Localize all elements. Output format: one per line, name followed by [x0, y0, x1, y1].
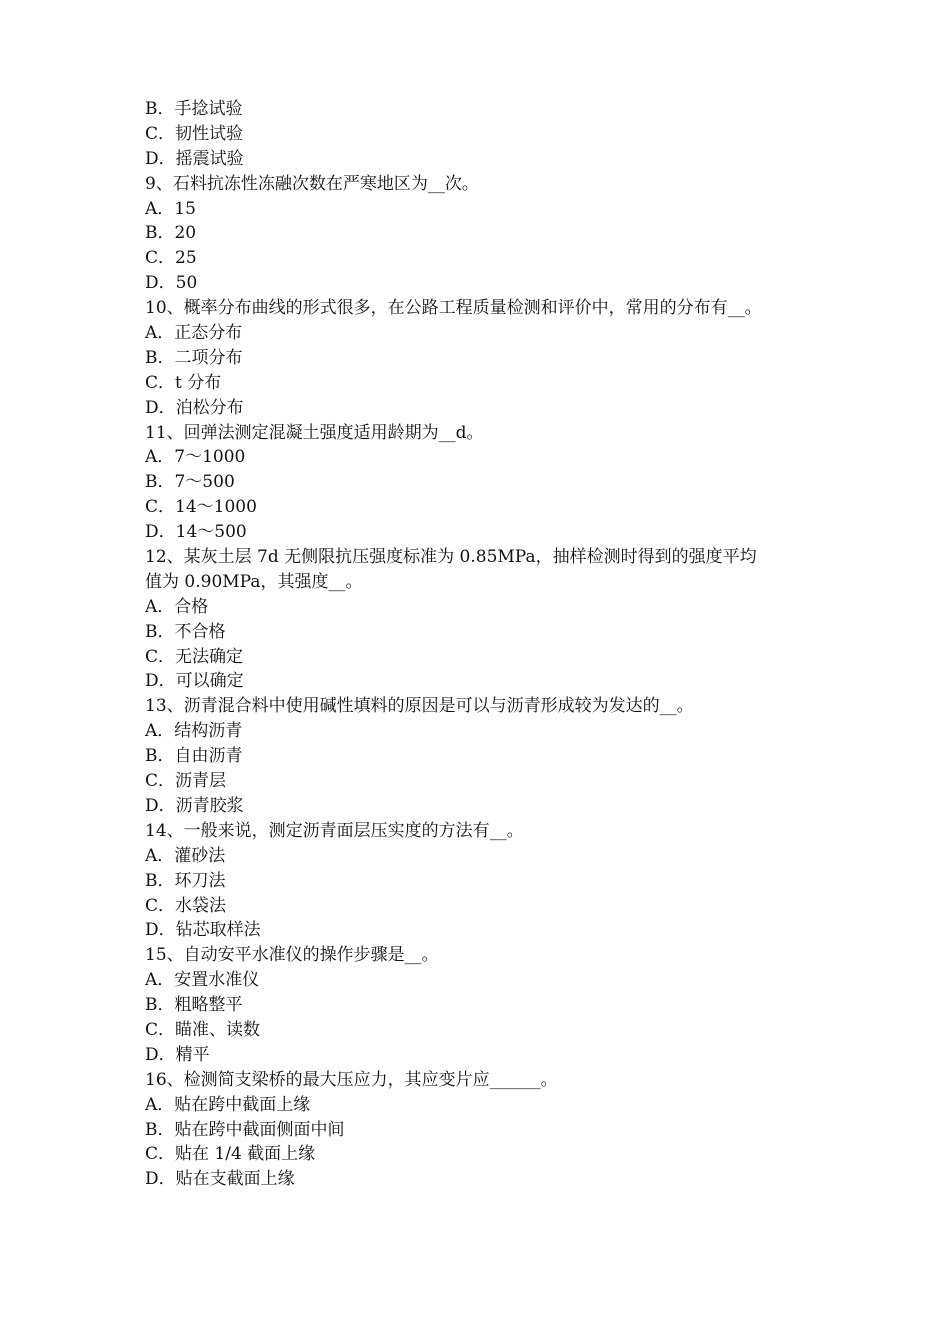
option-line: D．沥青胶浆: [145, 795, 244, 816]
question-stem: 16、检测简支梁桥的最大压应力，其应变片应______。: [145, 1069, 558, 1090]
option-line: B．不合格: [145, 621, 226, 642]
option-line: B．贴在跨中截面侧面中间: [145, 1119, 345, 1140]
question-stem: 15、自动安平水准仪的操作步骤是__。: [145, 945, 439, 966]
option-line: A．安置水准仪: [145, 970, 260, 991]
option-line: B．自由沥青: [145, 746, 243, 767]
option-line: D．可以确定: [145, 671, 244, 692]
option-line: D．泊松分布: [145, 397, 244, 418]
question-stem: 12、某灰土层 7d 无侧限抗压强度标准为 0.85MPa，抽样检测时得到的强度平均: [145, 547, 757, 568]
option-line: A．15: [145, 198, 196, 219]
option-line: A．贴在跨中截面上缘: [145, 1094, 311, 1115]
option-line: D．钻芯取样法: [145, 920, 261, 941]
question-15: [145, 943, 815, 1067]
question-stem: 9、石料抗冻性冻融次数在严寒地区为__次。: [145, 173, 479, 194]
option-line: B．环刀法: [145, 870, 226, 891]
question-stem: 13、沥青混合料中使用碱性填料的原因是可以与沥青形成较为发达的__。: [145, 696, 694, 717]
question-stem-continued: 值为 0.90MPa，其强度__。: [145, 571, 363, 592]
option-line: B．20: [145, 223, 197, 244]
option-line: A．7～1000: [145, 447, 246, 468]
option-line: C．贴在 1/4 截面上缘: [145, 1144, 316, 1165]
document-page: [145, 97, 815, 1192]
option-line: A．正态分布: [145, 323, 243, 344]
option-line: A．结构沥青: [145, 721, 243, 742]
option-line: D．贴在支截面上缘: [145, 1169, 295, 1190]
option-line: A．灌砂法: [145, 845, 226, 866]
question-stem: 10、概率分布曲线的形式很多，在公路工程质量检测和评价中，常用的分布有__。: [145, 298, 762, 319]
option-line: D．50: [145, 273, 198, 294]
option-line: A．合格: [145, 596, 209, 617]
leading-options: [145, 97, 815, 172]
question-stem: 11、回弹法测定混凝土强度适用龄期为__d。: [145, 422, 484, 443]
option-line: C．韧性试验: [145, 123, 244, 144]
option-line: D．14～500: [145, 522, 247, 543]
option-line: B．手捻试验: [145, 99, 243, 119]
question-12: [145, 545, 815, 694]
option-line: C．14～1000: [145, 497, 257, 518]
option-line: C．沥青层: [145, 771, 227, 792]
option-line: D．摇震试验: [145, 148, 244, 169]
question-10: [145, 296, 815, 420]
option-line: B．二项分布: [145, 347, 243, 368]
option-line: B．粗略整平: [145, 995, 243, 1016]
option-line: B．7～500: [145, 472, 235, 493]
question-13: [145, 694, 815, 818]
question-16: [145, 1068, 815, 1192]
question-11: [145, 421, 815, 545]
option-line: C．t 分布: [145, 372, 222, 393]
option-line: C．25: [145, 248, 197, 269]
question-9: [145, 172, 815, 296]
option-line: D．精平: [145, 1044, 210, 1065]
option-line: C．无法确定: [145, 646, 244, 667]
question-14: [145, 819, 815, 943]
question-stem: 14、一般来说，测定沥青面层压实度的方法有__。: [145, 820, 524, 841]
option-line: C．瞄准、读数: [145, 1019, 261, 1040]
option-line: C．水袋法: [145, 895, 227, 916]
